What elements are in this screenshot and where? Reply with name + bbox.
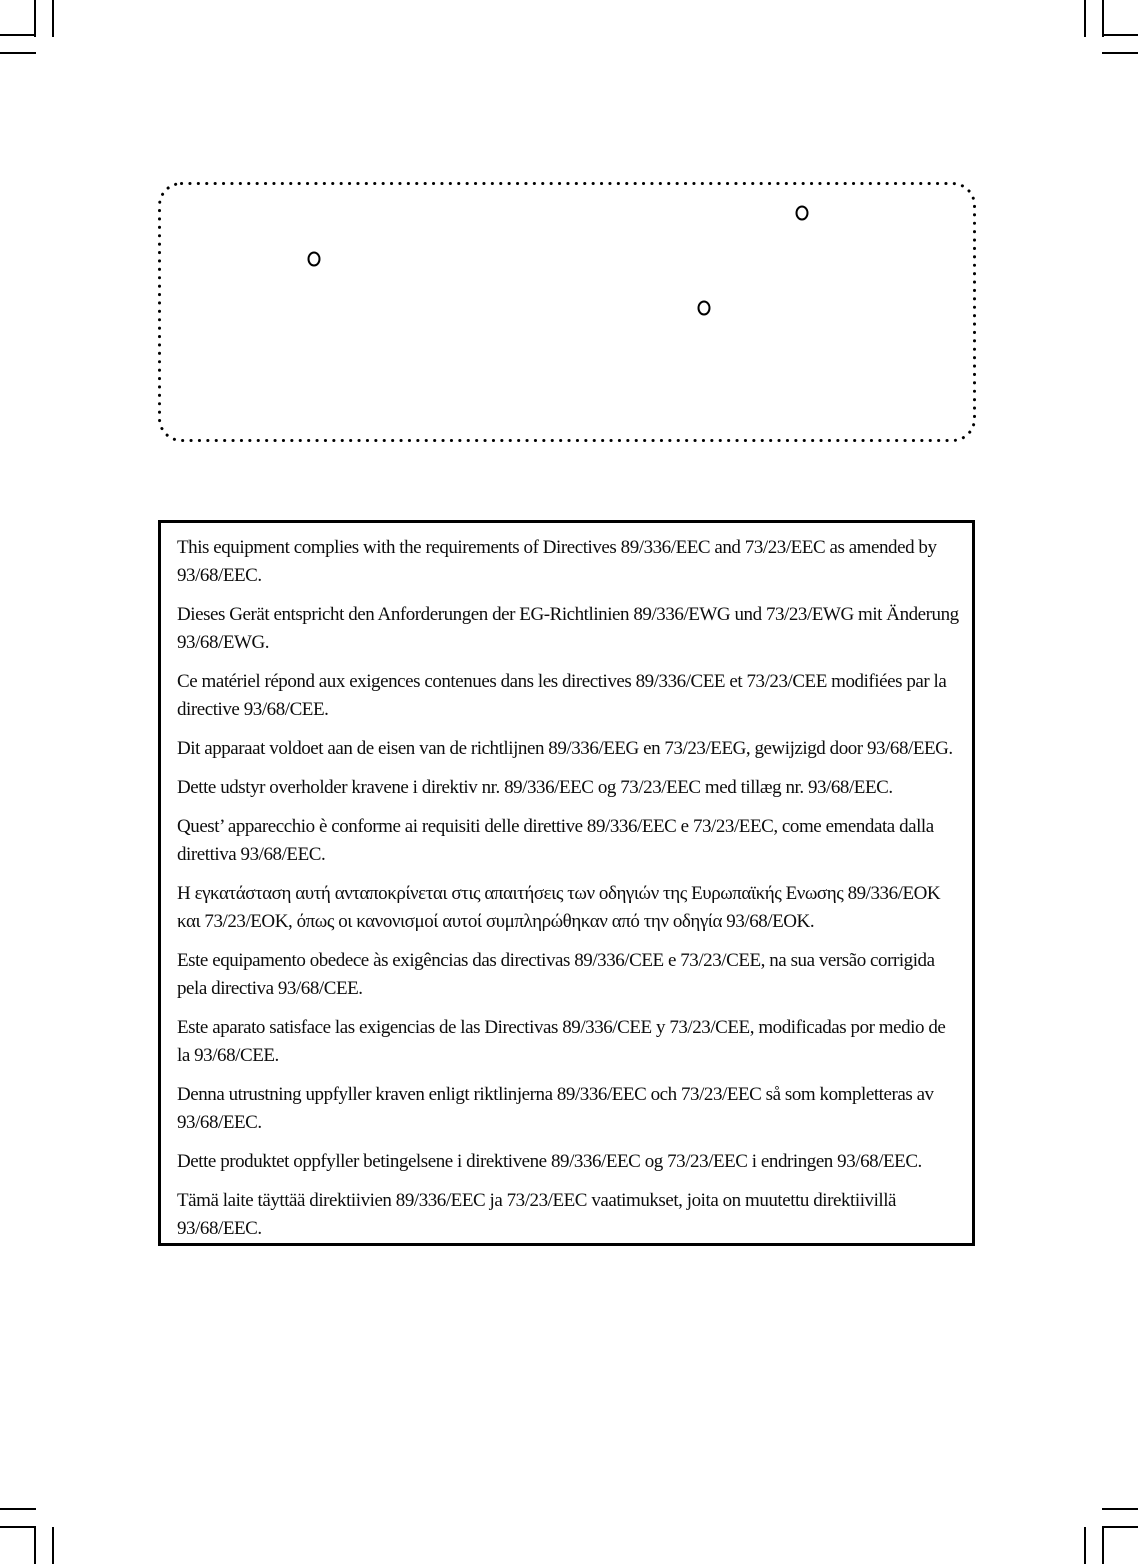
dotted-outline-drawing <box>158 182 976 442</box>
crop-mark-top-left <box>34 0 36 37</box>
compliance-paragraph-no: Dette produktet oppfyller betingelsene i direktivene 89/336/EEC og 73/23/EEC i endringen 93/68/EEC. <box>177 1151 922 1172</box>
crop-mark-bottom-right <box>1102 1526 1138 1528</box>
crop-mark-bottom-right <box>1102 1508 1138 1510</box>
compliance-paragraph-pt: Este equipamento obedece às exigências das directivas 89/336/CEE e 73/23/CEE, na sua versão corrigida pela directiva 93/68/CEE. <box>177 950 935 999</box>
crop-mark-bottom-right <box>1102 1527 1104 1564</box>
crop-mark-bottom-left <box>52 1527 54 1564</box>
compliance-paragraph-nl: Dit apparaat voldoet aan de eisen van de richtlijnen 89/336/EEG en 73/23/EEG, gewijzigd door 93/68/EEG. <box>177 738 953 759</box>
hole-marker-2 <box>309 253 320 266</box>
crop-mark-top-right <box>1102 34 1138 36</box>
crop-mark-top-left <box>52 0 54 37</box>
compliance-paragraph-de: Dieses Gerät entspricht den Anforderungen der EG-Richtlinien 89/336/EWG und 73/23/EWG mit Änderung 93/68/EWG. <box>177 604 959 653</box>
crop-mark-bottom-right <box>1084 1527 1086 1564</box>
crop-mark-top-left <box>0 52 36 54</box>
hole-marker-3 <box>699 302 710 315</box>
hole-marker-1 <box>797 207 808 220</box>
crop-mark-bottom-left <box>0 1526 36 1528</box>
compliance-paragraph-el: Η εγκατάσταση αυτή ανταποκρίνεται στις απαιτήσεις των οδηγιών της Ευρωπαϊκής Ενωσης 89/336/ΕΟΚ και 73/23/ΕΟΚ, όπως οι κανονισμοί αυτοί συμπληρώθηκαν από την οδηγία 93/68/ΕΟΚ. <box>177 883 941 932</box>
compliance-paragraph-it: Quest’ apparecchio è conforme ai requisiti delle direttive 89/336/EEC e 73/23/EEC, come emendata dalla direttiva 93/68/EEC. <box>177 816 934 865</box>
crop-mark-bottom-left <box>34 1527 36 1564</box>
compliance-paragraph-sv: Denna utrustning uppfyller kraven enligt riktlinjerna 89/336/EEC och 73/23/EEC så som kompletteras av 93/68/EEC. <box>177 1084 934 1133</box>
crop-mark-top-left <box>0 34 36 36</box>
dotted-border <box>160 184 975 441</box>
crop-mark-top-right <box>1102 0 1104 37</box>
crop-mark-top-right <box>1102 52 1138 54</box>
crop-mark-top-right <box>1084 0 1086 37</box>
compliance-paragraph-en: This equipment complies with the requirements of Directives 89/336/EEC and 73/23/EEC as amended by 93/68/EEC. <box>177 537 937 586</box>
compliance-notice-box <box>158 520 975 1246</box>
crop-mark-bottom-left <box>0 1508 36 1510</box>
compliance-paragraph-fr: Ce matériel répond aux exigences contenues dans les directives 89/336/CEE et 73/23/CEE modifiées par la directive 93/68/CEE. <box>177 671 947 720</box>
compliance-paragraph-da: Dette udstyr overholder kravene i direktiv nr. 89/336/EEC og 73/23/EEC med tillæg nr. 93/68/EEC. <box>177 777 893 798</box>
compliance-paragraph-fi: Tämä laite täyttää direktiivien 89/336/EEC ja 73/23/EEC vaatimukset, joita on muutettu direktiivillä 93/68/EEC. <box>177 1190 897 1239</box>
dotted-outline-panel <box>158 182 976 442</box>
compliance-paragraph-es: Este aparato satisface las exigencias de las Directivas 89/336/CEE y 73/23/CEE, modificadas por medio de la 93/68/CEE. <box>177 1017 946 1066</box>
